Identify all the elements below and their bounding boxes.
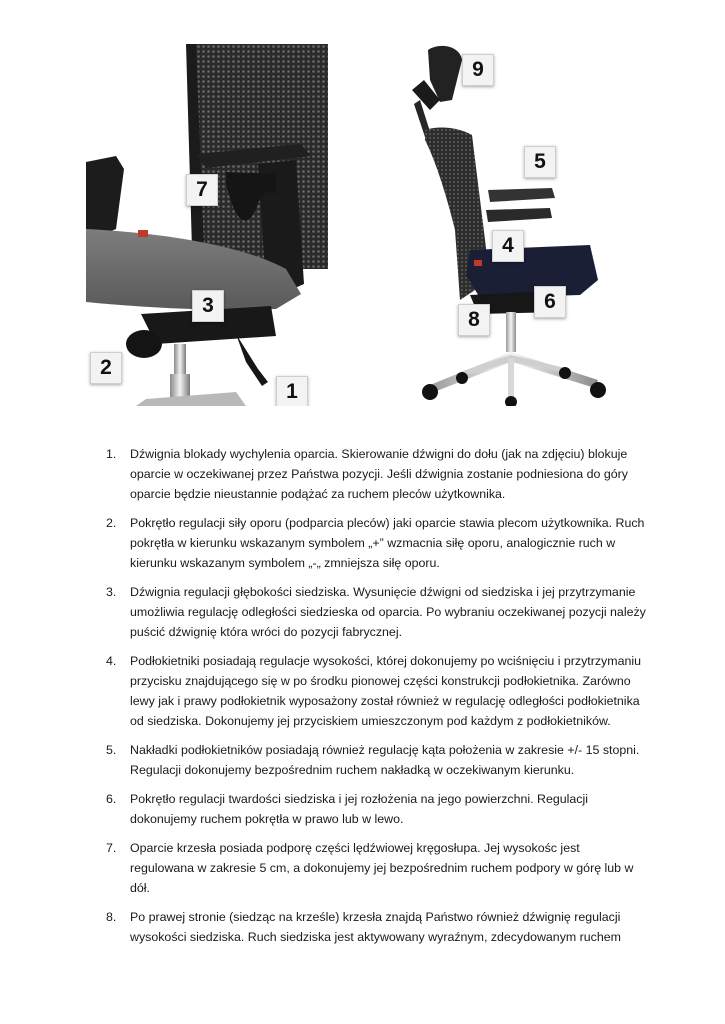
- item-number: 4.: [106, 654, 117, 668]
- item-number: 8.: [106, 910, 117, 924]
- instructions-list: [106, 444, 646, 956]
- list-item: [106, 651, 646, 731]
- list-item: [106, 838, 646, 898]
- list-item: [106, 582, 646, 642]
- item-text: Podłokietniki posiadają regulacje wysokości, której dokonujemy po wciśnięciu i przytrzymaniu przycisku znajdującego się w po środku pionowej części konstrukcji podłokietnika. Zarówno lewy jak i prawy podłokietnik wyposażony został również w regulację odległości podłokietnika od siedziska. Dokonujemy jej przyciskiem umieszczonym pod każdym z podłokietników.: [130, 654, 642, 728]
- list-item: [106, 740, 646, 780]
- chair-closeup-photo: [86, 44, 328, 406]
- office-chair-closeup-icon: [86, 44, 328, 406]
- badge-5: 5: [524, 146, 556, 178]
- item-number: 7.: [106, 841, 117, 855]
- item-text: Dźwignia regulacji głębokości siedziska. Wysunięcie dźwigni od siedziska i jej przytrzymanie umożliwia regulację odległości siedzieska od oparcia. Po wybraniu oczekiwanej pozycji należy puścić dźwignię która wróci do pozycji fabrycznej.: [130, 585, 646, 639]
- list-item: [106, 444, 646, 504]
- list-item: [106, 789, 646, 829]
- item-text: Po prawej stronie (siedząc na krześle) krzesła znajdą Państwo również dźwignię regulacji wysokości siedziska. Ruch siedziska jest aktywowany wyraźnym, zdecydowanym ruchem: [130, 910, 621, 944]
- item-text: Oparcie krzesła posiada podporę części lędźwiowej kręgosłupa. Jej wysokośc jest regulowana w zakresie 5 cm, a dokonujemy jej bezpośrednim ruchem podpory w górę lub w dół.: [130, 841, 634, 895]
- item-number: 3.: [106, 585, 117, 599]
- badge-9: 9: [462, 54, 494, 86]
- badge-2: 2: [90, 352, 122, 384]
- item-text: Pokrętło regulacji twardości siedziska i jej rozłożenia na jego powierzchni. Regulacji dokonujemy ruchem pokrętła w prawo lub w lewo.: [130, 792, 588, 826]
- badge-4: 4: [492, 230, 524, 262]
- office-chair-full-icon: [400, 40, 615, 406]
- badge-6: 6: [534, 286, 566, 318]
- item-number: 5.: [106, 743, 117, 757]
- badge-7: 7: [186, 174, 218, 206]
- badge-8: 8: [458, 304, 490, 336]
- chair-full-photo: [400, 40, 615, 406]
- item-text: Pokrętło regulacji siły oporu (podparcia pleców) jaki oparcie stawia plecom użytkownika. Ruch pokrętła w kierunku wskazanym symbolem „+” wzmacnia siłę oporu, analogicznie ruch w kierunku wskazanym symbolem „-„ zmniejsza siłę oporu.: [130, 516, 645, 570]
- list-item: [106, 907, 646, 947]
- badge-3: 3: [192, 290, 224, 322]
- item-number: 2.: [106, 516, 117, 530]
- item-text: Dźwignia blokady wychylenia oparcia. Skierowanie dźwigni do dołu (jak na zdjęciu) blokuje oparcie w oczekiwanej przez Państwa pozycji. Jeśli dźwignia zostanie podniesiona do góry oparcie będzie nieustannie podążać za ruchem pleców użytkownika.: [130, 447, 628, 501]
- badge-1: 1: [276, 376, 308, 406]
- item-number: 6.: [106, 792, 117, 806]
- item-number: 1.: [106, 447, 117, 461]
- item-text: Nakładki podłokietników posiadają również regulację kąta położenia w zakresie +/- 15 stopni. Regulacji dokonujemy bezpośrednim ruchem nakładką w oczekiwanym kierunku.: [130, 743, 640, 777]
- list-item: [106, 513, 646, 573]
